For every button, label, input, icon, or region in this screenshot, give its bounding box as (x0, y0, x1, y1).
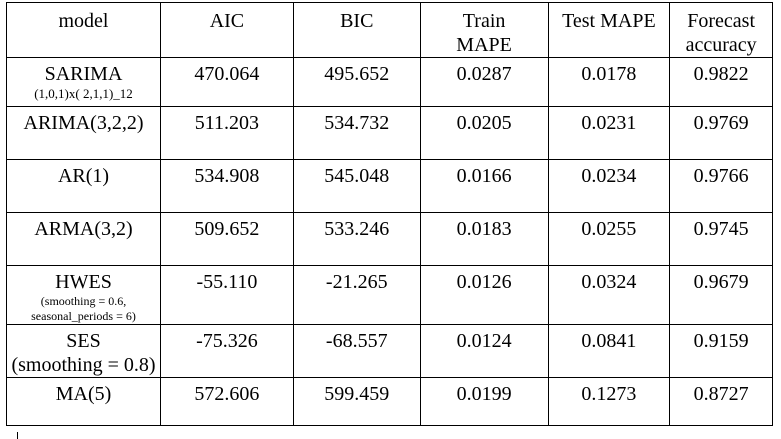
cell-forecast-accuracy: 0.9822 (670, 58, 773, 107)
model-params: (smoothing = 0.6, (40, 294, 127, 308)
table-row (7, 160, 773, 213)
model-name: HWES (55, 271, 112, 293)
cell-test-mape: 0.0178 (548, 58, 670, 107)
cell-forecast-accuracy: 0.9159 (670, 325, 773, 378)
table-row (7, 266, 773, 325)
cell-test-mape: 0.0324 (548, 266, 670, 325)
header-bic: BIC (293, 3, 420, 58)
header-test-mape: Test MAPE (548, 3, 670, 58)
model-params: (1,0,1)x( 2,1,1)_12 (34, 86, 133, 101)
cell-train-mape: 0.0183 (420, 213, 548, 266)
cell-bic: 495.652 (293, 58, 420, 107)
cell-aic: -55.110 (161, 266, 294, 325)
cell-forecast-accuracy: 0.9745 (670, 213, 773, 266)
cell-aic: -75.326 (161, 325, 294, 378)
cell-aic: 509.652 (161, 213, 294, 266)
cell-aic: 470.064 (161, 58, 294, 107)
cell-model (7, 213, 161, 266)
cell-train-mape: 0.0126 (420, 266, 548, 325)
table-row (7, 58, 773, 107)
cell-train-mape: 0.0205 (420, 107, 548, 160)
cell-test-mape: 0.0255 (548, 213, 670, 266)
table-row (7, 107, 773, 160)
cell-train-mape: 0.0166 (420, 160, 548, 213)
model-params: (smoothing = 0.8) (11, 354, 156, 376)
model-params: seasonal_periods = 6) (31, 309, 136, 323)
cell-aic: 534.908 (161, 160, 294, 213)
header-train-mape-line2: MAPE (456, 34, 512, 56)
model-name: SES (66, 330, 101, 352)
cell-model (7, 325, 161, 378)
header-train-mape (420, 3, 548, 58)
header-forecast-accuracy (670, 3, 773, 58)
cell-forecast-accuracy: 0.9769 (670, 107, 773, 160)
header-model: model (7, 3, 161, 58)
model-name: SARIMA (44, 63, 123, 85)
cell-forecast-accuracy: 0.9679 (670, 266, 773, 325)
cell-model (7, 378, 161, 426)
cell-train-mape: 0.0124 (420, 325, 548, 378)
cell-aic: 511.203 (161, 107, 294, 160)
cell-test-mape: 0.1273 (548, 378, 670, 426)
cell-test-mape: 0.0841 (548, 325, 670, 378)
cell-bic: -68.557 (293, 325, 420, 378)
header-train-mape-line1: Train (462, 10, 506, 32)
model-name: ARMA(3,2) (34, 218, 133, 240)
header-forecast-line2: accuracy (685, 34, 757, 56)
cell-test-mape: 0.0231 (548, 107, 670, 160)
cell-model (7, 107, 161, 160)
cell-forecast-accuracy: 0.9766 (670, 160, 773, 213)
cell-bic: 533.246 (293, 213, 420, 266)
cell-bic: 534.732 (293, 107, 420, 160)
table-row (7, 325, 773, 378)
cell-model (7, 266, 161, 325)
header-forecast-line1: Forecast (687, 10, 756, 32)
model-name: AR(1) (57, 165, 110, 187)
model-name: MA(5) (55, 383, 112, 405)
cell-bic: 545.048 (293, 160, 420, 213)
table-body (7, 58, 773, 426)
cell-aic: 572.606 (161, 378, 294, 426)
model-name: ARIMA(3,2,2) (23, 112, 144, 134)
cell-forecast-accuracy: 0.8727 (670, 378, 773, 426)
cell-train-mape: 0.0199 (420, 378, 548, 426)
cell-train-mape: 0.0287 (420, 58, 548, 107)
model-comparison-table (6, 2, 773, 426)
header-aic: AIC (161, 3, 294, 58)
cell-test-mape: 0.0234 (548, 160, 670, 213)
cell-model (7, 58, 161, 107)
cell-model (7, 160, 161, 213)
table-row (7, 213, 773, 266)
cell-bic: -21.265 (293, 266, 420, 325)
cell-bic: 599.459 (293, 378, 420, 426)
text-cursor (17, 432, 18, 439)
table-row (7, 378, 773, 426)
header-row (7, 3, 773, 58)
